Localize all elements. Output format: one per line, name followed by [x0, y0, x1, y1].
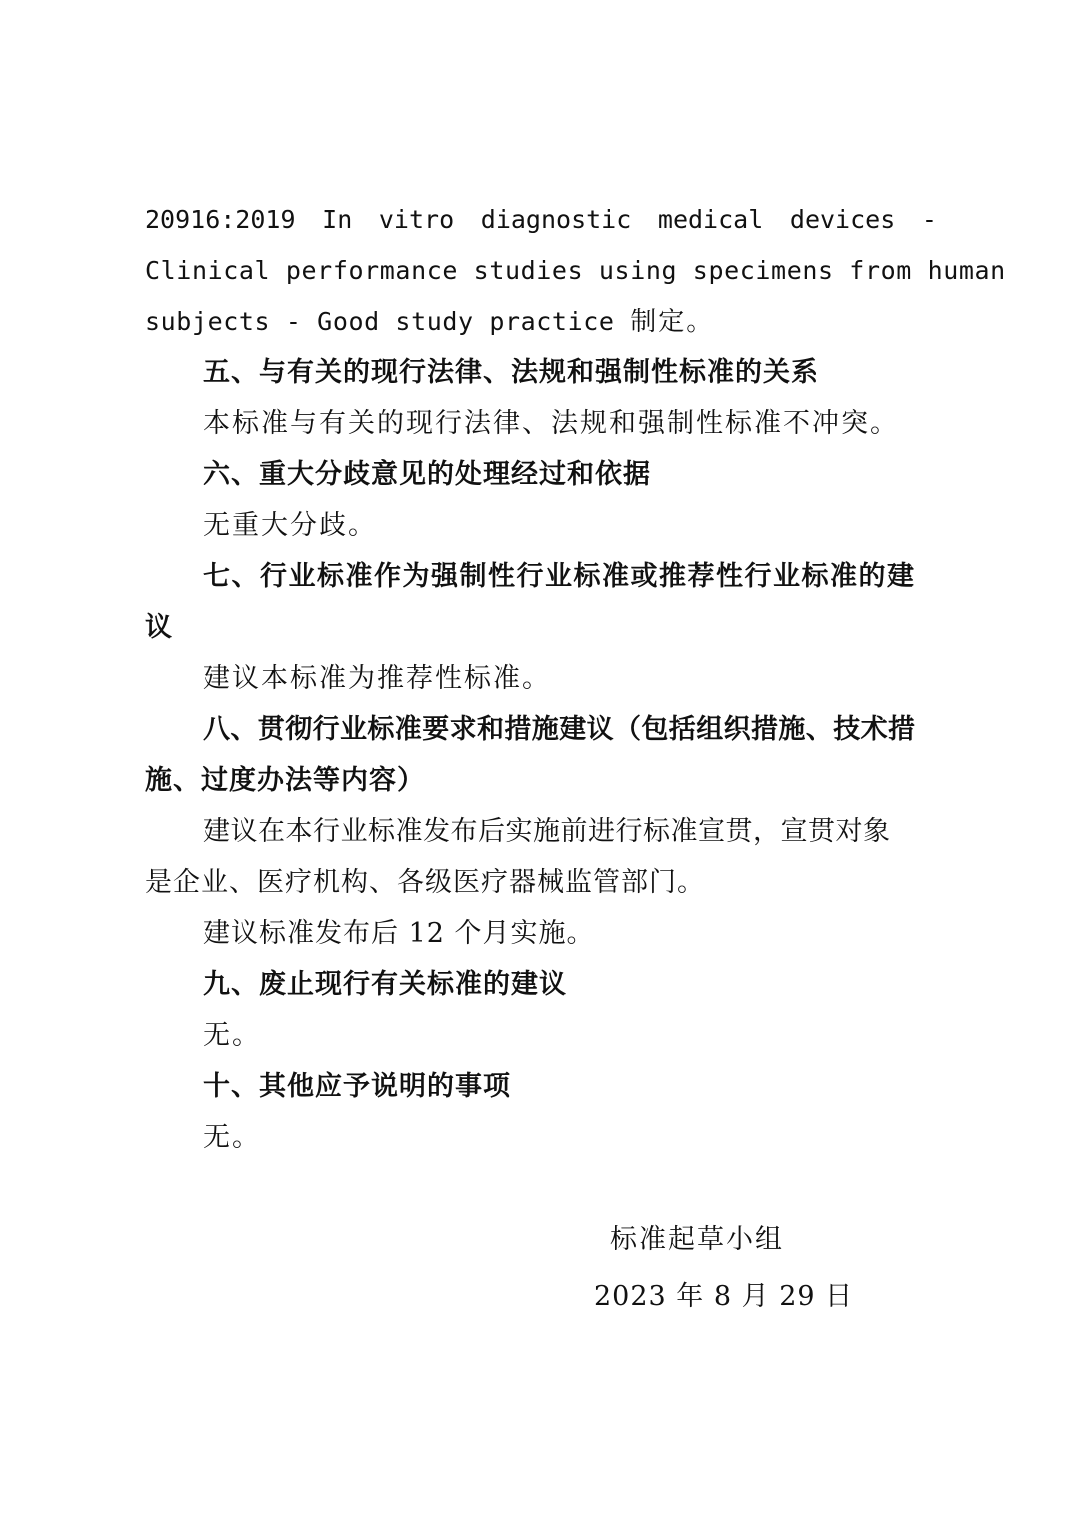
- intro-word: medical: [657, 205, 764, 234]
- section-6-body: 无重大分歧。: [203, 510, 377, 541]
- section-9-title: 九、废止现行有关标准的建议: [203, 969, 567, 1000]
- intro-line-3: [145, 302, 714, 342]
- section-6-title: 六、重大分歧意见的处理经过和依据: [203, 459, 651, 490]
- intro-word: 20916:2019: [145, 205, 296, 234]
- intro-word: vitro: [378, 205, 455, 234]
- intro-word: In: [322, 205, 353, 234]
- section-10-title: 十、其他应予说明的事项: [203, 1071, 511, 1102]
- intro-word: -: [921, 205, 937, 234]
- section-8-body-2: 建议标准发布后 12 个月实施。: [203, 918, 595, 949]
- signature-group: 标准起草小组: [610, 1224, 784, 1255]
- section-7-title-line-1: 七、行业标准作为强制性行业标准或推荐性行业标准的建: [203, 561, 916, 592]
- intro-line-1: [145, 200, 937, 240]
- section-8-title-line-1: 八、贯彻行业标准要求和措施建议（包括组织措施、技术措: [203, 714, 916, 745]
- section-9-body: 无。: [203, 1020, 261, 1051]
- section-7-title-line-2: 议: [145, 612, 173, 643]
- intro-line-3-en: subjects - Good study practice: [145, 307, 615, 336]
- section-5-title: 五、与有关的现行法律、法规和强制性标准的关系: [203, 357, 819, 388]
- intro-line-2: Clinical performance studies using specimens from human: [145, 256, 1006, 285]
- section-10-body: 无。: [203, 1122, 261, 1153]
- intro-word: diagnostic: [480, 205, 632, 234]
- section-8-title-line-2: 施、过度办法等内容）: [145, 765, 425, 796]
- signature-date: 2023 年 8 月 29 日: [594, 1281, 854, 1312]
- section-8-body-1-line-2: 是企业、医疗机构、各级医疗器械监管部门。: [145, 867, 705, 898]
- intro-word: devices: [789, 205, 896, 234]
- section-5-body: 本标准与有关的现行法律、法规和强制性标准不冲突。: [203, 408, 899, 439]
- intro-line-3-zh: 制定。: [630, 307, 715, 337]
- section-8-body-1-line-1: 建议在本行业标准发布后实施前进行标准宣贯，宣贯对象: [203, 816, 891, 847]
- section-7-body: 建议本标准为推荐性标准。: [203, 663, 551, 694]
